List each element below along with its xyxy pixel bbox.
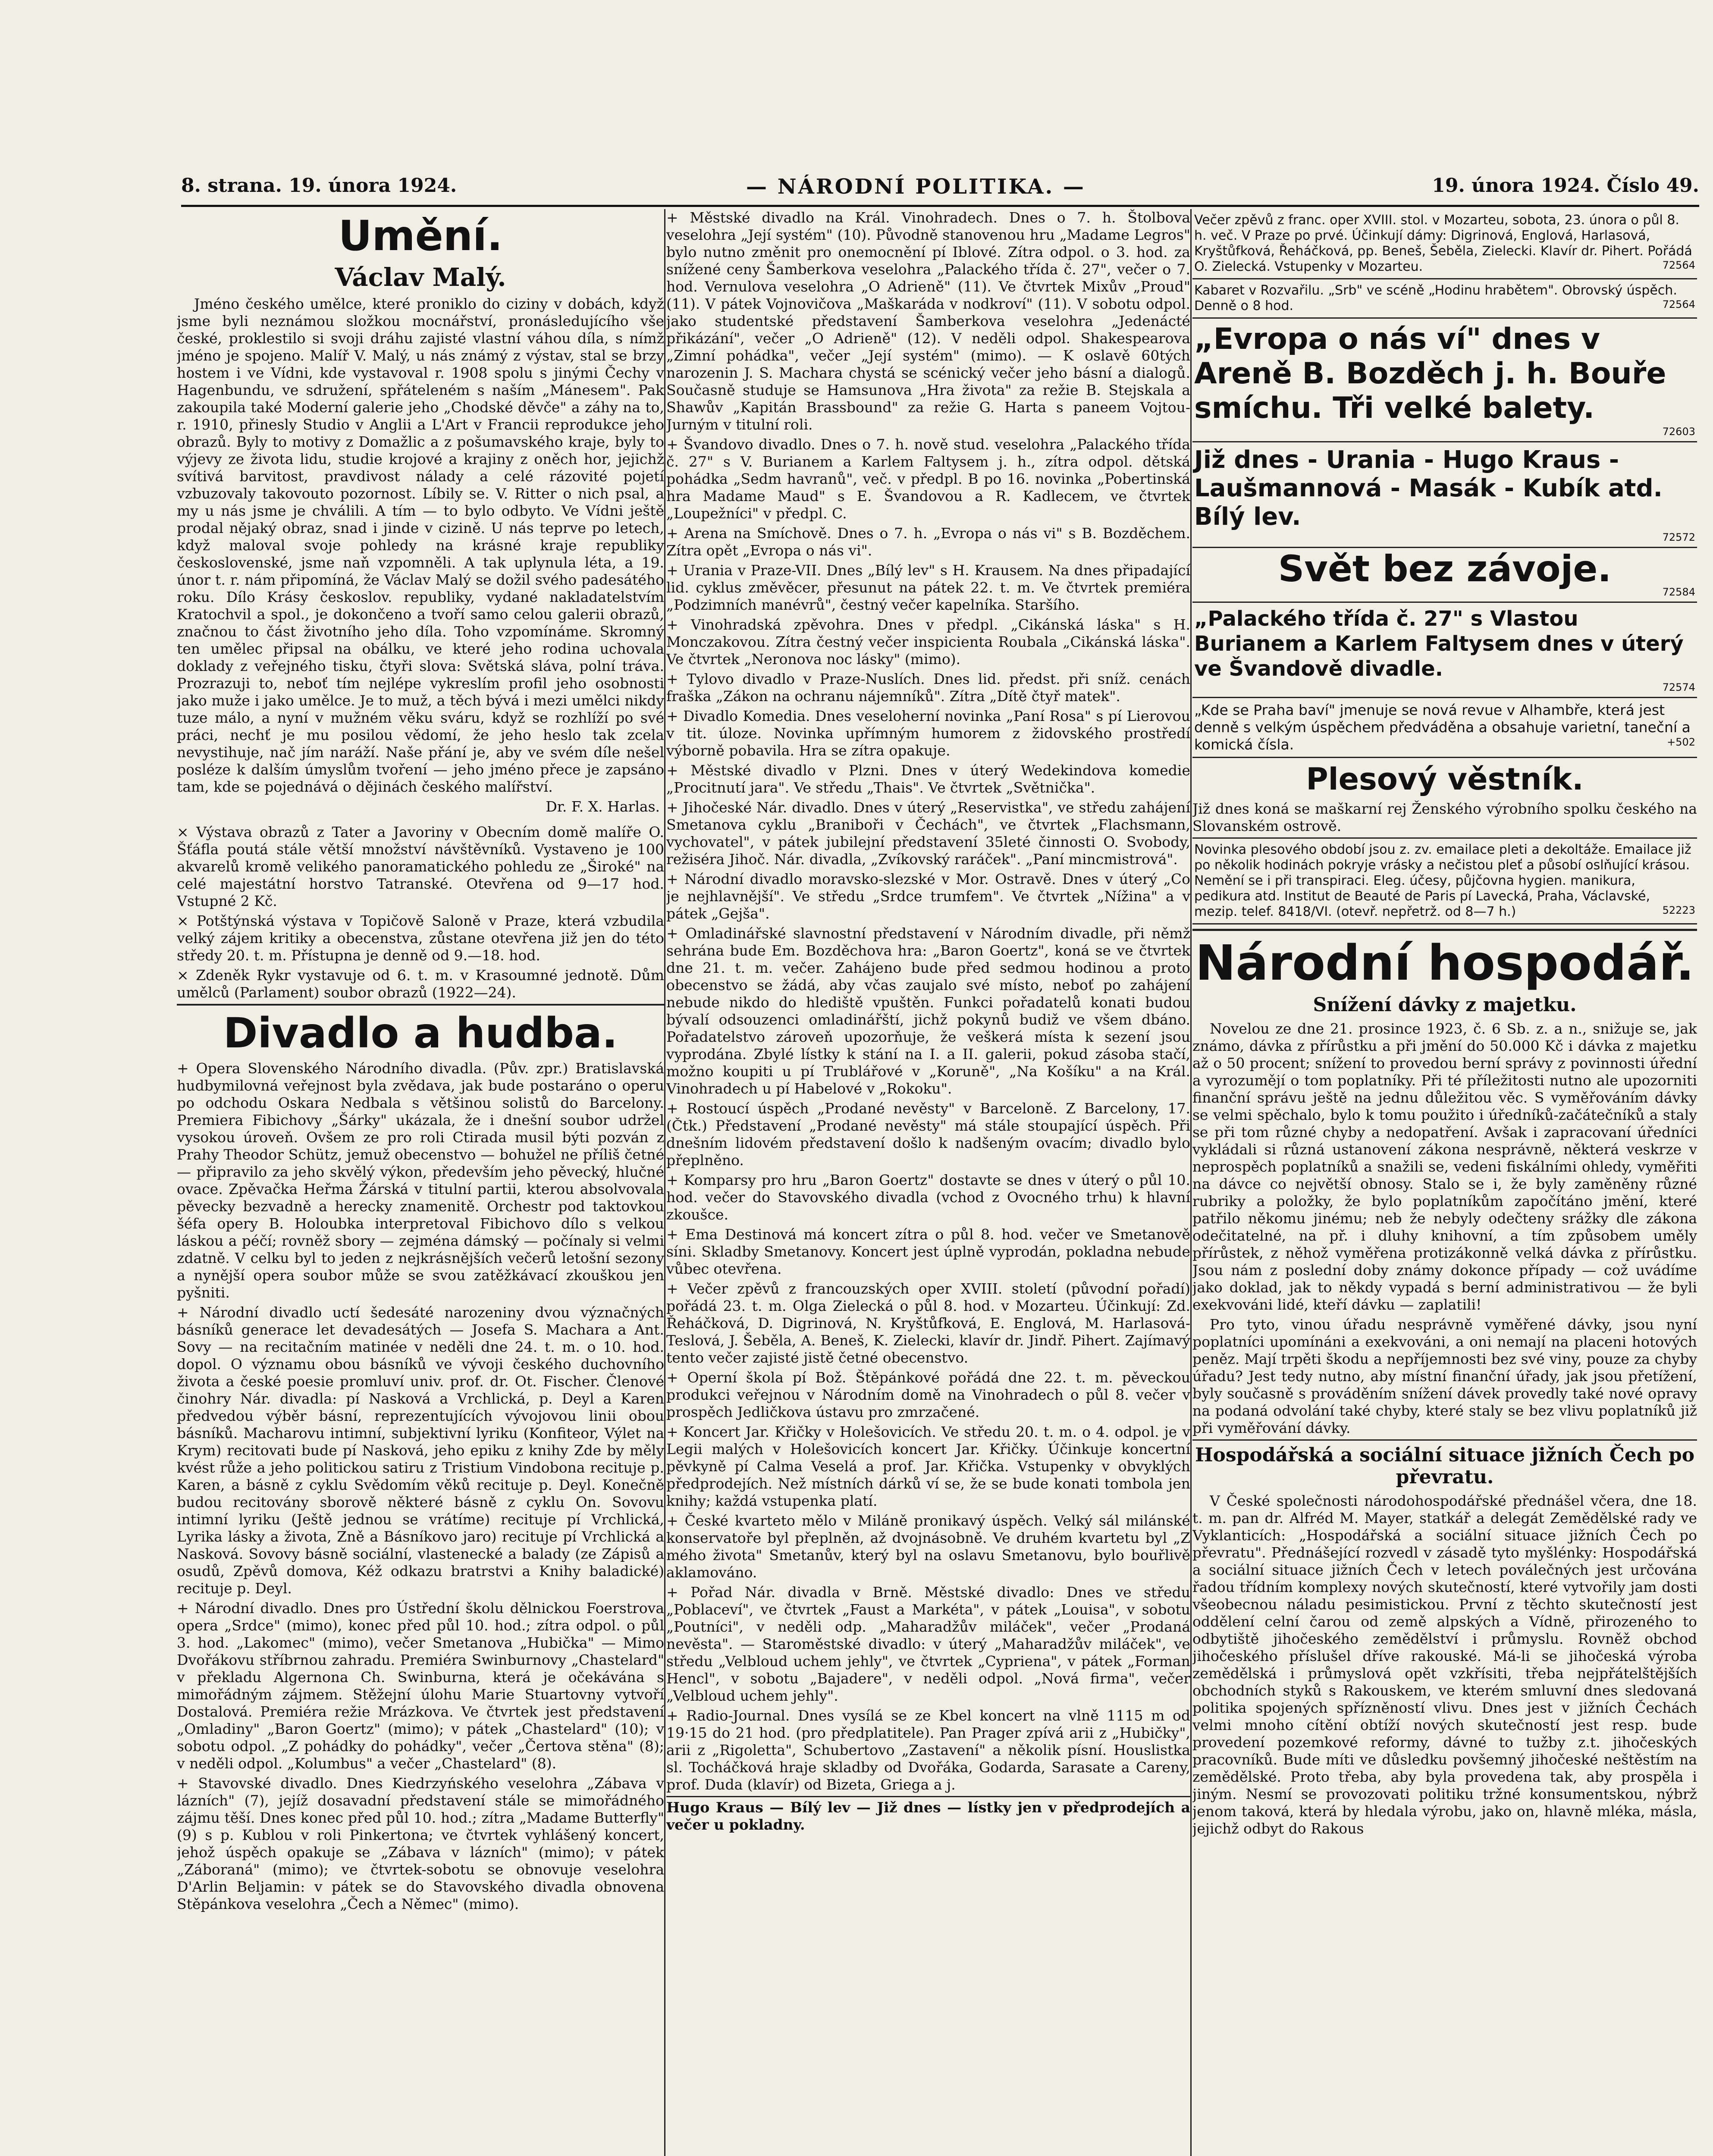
header-masthead: — NÁRODNÍ POLITIKA. — bbox=[746, 175, 1086, 199]
news-item: × Potštýnská výstava v Topičově Saloně v Praze, která vzbudila velký zájem kritiky a obecenstva, zůstane otevřena již jen do této středy 20. t. m. Přístupna je denně od 9.—18. hod. bbox=[177, 912, 664, 964]
column-rule bbox=[664, 209, 665, 2156]
column-middle bbox=[666, 209, 1190, 2156]
news-item: + Ema Destinová má koncert zítra o půl 8. hod. večer ve Smetanově síni. Skladby Smetanovy. Koncert jest úplně vyprodán, pokladna nebude vůbec otevřena. bbox=[666, 1226, 1190, 1277]
article-body: V České společnosti národohospodářské přednášel včera, dne 18. t. m. pan dr. Alfréd M. Mayer, statkář a delegát Zemědělské rady ve Vyklanticích: „Hospodářská a sociální situace jižních Čech po převratu". Přednášející rozvedl v zásadě tyto myšlénky: Hospodářská a sociální situace jižních Čech v letech poválečných jest určována řadou třídním komplexy nových skutečností, které vytvořily jam dosti všeobecnou náladu pesimistickou. První z těchto skutečností jest oddělení celní čarou od země alpských a Vídně, přirozeného to odbytiště jihočeského zemědělství i průmyslu. Rovněž obchod jihočeského příslušel dříve rakouské. Má-li se jihočeská výroba zemědělská i průmyslová opět vzkřísiti, třeba nejpřátelštějších obchodních styků s Rakouskem, ve kterém smluvní dnes sledovaná politika spojených spřízněností vlivu. Dnes jest v jižních Čechách velmi mnoho cítění obtíží nových skutečností jest resp. bude provedení pozemkové reformy, dávné to tužby z.t. jihočeských pracovníků. Bude míti ve důsledku povšemný jihočeské neštěstím na zemědělské. Proto třeba, aby byla provedena tak, aby prospěla i jiným. Nesmí se provozovati politiku tržné konsumentskou, nýbrž jenom taková, která by hledala výrobu, jako on, hlavně mléka, másla, jejichž odbyt do Rakous bbox=[1192, 1492, 1697, 1837]
page-header bbox=[181, 175, 1699, 207]
news-item: + Vinohradská zpěvohra. Dnes v předpl. „Cikánská láska" s H. Monczakovou. Zítra čestný večer inspicienta Roubala „Cikánská láska". Ve čtvrtek „Neronova noc lásky" (mimo). bbox=[666, 616, 1190, 667]
ad-number: 72574 bbox=[1662, 681, 1695, 693]
news-item: + Tylovo divadlo v Praze-Nuslích. Dnes lid. předst. při sníž. cenách fraška „Zákon na ochranu nájemníků". Zítra „Dítě čtyř matek". bbox=[666, 671, 1190, 705]
ad-box bbox=[1192, 209, 1697, 279]
ad-box bbox=[1192, 837, 1697, 924]
section-title-hospodar: Národní hospodář. bbox=[1192, 929, 1697, 991]
ad-text: Večer zpěvů z franc. oper XVIII. stol. v Mozarteu, sobota, 23. února o půl 8. h. več. V Praze po prvé. Účinkují dámy: Digrinová, Englová, Harlasová, Kryštůfková, Řeháčková, pp. Beneš, Šeběla, Zielecki. Klavír dr. Pihert. Pořádá O. Zielecká. Vstupenky v Mozarteu. bbox=[1194, 213, 1692, 274]
news-item: + Pořad Nár. divadla v Brně. Městské divadlo: Dnes ve středu „Poblaceví", ve čtvrtek „Faust a Markéta", v pátek „Louisa", v sobotu „Poutníci", v neděli odp. „Maharadžův miláček", večer „Prodaná nevěsta". — Staroměstské divadlo: v úterý „Maharadžův miláček", ve středu „Velbloud uchem jehly", ve čtvrtek „Cypriena", v pátek „Forman Hencl", v sobotu „Bajadere", v neděli odpol. „Nová firma", večer „Velbloud uchem jehly". bbox=[666, 1584, 1190, 1704]
ad-headline: Svět bez závoje. bbox=[1278, 548, 1612, 590]
article-body: Jméno českého umělce, které proniklo do ciziny v dobách, když jsme byli neznámou složkou mocnářství, pronásledujícího vše české, proklestilo si svoji dráhu zajisté vlastní váhou díla, s nímž jméno je spojeno. Malíř V. Malý, u nás známý z výstav, stal se brzy hostem i ve Vídni, kde vystavoval r. 1908 spolu s jinými Čechy v Hagenbundu, ve sdružení, spřáteleném s naším „Mánesem". Pak zakoupila také Moderní galerie jeho „Chodské děvče" a záhy na to, r. 1910, přinesly Studio v Anglii a L'Art v Francii reprodukce jeho obrazů. Byly to motivy z Domažlic a z pošumavského kraje, byly to výjevy ze života lidu, studie krojové a krajiny z oněch hor, jejichž svítivá barvitost, pravdivost nálady a celé rázovité pojetí vzbuzovaly takovouto pozornost. Líbily se. V. Ritter o nich psal, a my u nás jsme je chválili. A tím — to bylo odbyto. Ve Vídni ještě prodal nějaký obraz, snad i jinde v cizině. U nás teprve po letech, když maloval svoje pohledy na krásné kraje republiky československé, jsme naň vzpomněli. A tak uplynula léta, a 19. únor t. r. nám připomíná, že Václav Malý se dožil svého padesátého roku. Dílo Krásy českoslov. republiky, vydané nakladatelstvím Kratochvil a spol., je dokončeno a tvoří samo celou galerii obrazů, značnou to část životního jeho díla. Toho vzpomínáme. Skromný ten umělec připsal na obálku, ve které jeho rodina uchovala doklady z veřejného tisku, čtyři slova: Světská sláva, polní tráva. Prozrazuji to, neboť tím nejlépe vykreslím profil jeho osobnosti jako muže i jako umělce. Je to muž, a těch bývá i mezi umělci nikdy tuze málo, a nyní v mužném věku sváru, když se rozhlíží po své práci, nechť je mu posilou vědomí, že jeho heslo tak zcela nevystihuje, nač jím naráží. Naše přání je, aby ve svém díle nešel posléze k dalším úmyslům tvoření — jeho jméno přece je zapsáno tam, kde se pojednává o dějinách českého malířství. bbox=[177, 295, 664, 795]
news-item: + Jihočeské Nár. divadlo. Dnes v úterý „Reservistka", ve středu zahájení Smetanova cyklu „Braniboři v Čechách", ve čtvrtek „Flachsmann, vychovatel", v pátek jubilejní představení 35leté činnosti O. Svobody, režiséra Jihoč. Nár. divadla, „Zvíkovský raráček". „Paní mincmistrová". bbox=[666, 799, 1190, 868]
ad-headline: „Palackého třída č. 27" s Vlastou Burianem a Karlem Faltysem dnes v úterý ve Švandově divadle. bbox=[1194, 607, 1684, 681]
news-item: + Komparsy pro hru „Baron Goertz" dostavte se dnes v úterý o půl 10. hod. večer do Stavovského divadla (vchod z Ovocného trhu) k hlavní zkoušce. bbox=[666, 1172, 1190, 1223]
ad-box bbox=[1192, 603, 1697, 698]
ad-text: „Kde se Praha baví" jmenuje se nová revue v Alhambře, která jest denně s velkým úspěchem předváděna a obsahuje varietní, taneční a komická čísla. bbox=[1194, 702, 1691, 753]
ad-number: 72584 bbox=[1662, 586, 1695, 598]
ad-text: Kabaret v Rozvařilu. „Srb" ve scéně „Hodinu hrabětem". Obrovský úspěch. Denně o 8 hod. bbox=[1194, 283, 1677, 313]
column-left bbox=[177, 209, 664, 2156]
ad-number: 72603 bbox=[1662, 426, 1695, 438]
ad-number: 72564 bbox=[1662, 298, 1695, 310]
news-item: + Městské divadlo v Plzni. Dnes v úterý Wedekindova komedie „Procitnutí jara". Ve středu „Thais". Ve čtvrtek „Světnička". bbox=[666, 762, 1190, 796]
news-item: + Urania v Praze-VII. Dnes „Bílý lev" s H. Krausem. Na dnes připadající lid. cyklus změvěcer, přesunut na pátek 22. t. m. Ve čtvrtek premiéra „Podzimních manévrů", čestný večer kapelníka. Staršího. bbox=[666, 562, 1190, 613]
header-right: 19. února 1924. Číslo 49. bbox=[1432, 175, 1699, 197]
news-item: + Rostoucí úspěch „Prodané nevěsty" v Barceloně. Z Barcelony, 17. (Čtk.) Představení „Prodané nevěsty" má stále stoupající úspěch. Při dnešním lidovém představení došlo k nadšeným ovacím; divadlo bylo přeplněno. bbox=[666, 1100, 1190, 1169]
news-item: + Večer zpěvů z francouzských oper XVIII. století (původní pořadí) pořádá 23. t. m. Olga Zielecká o půl 8. hod. v Mozarteu. Účinkují: Zd. Řeháčková, D. Digrinová, N. Kryštůfková, E. Englová, M. Harlasová-Teslová, J. Šeběla, A. Beneš, K. Zielecki, klavír dr. Jindř. Pihert. Zajímavý tento večer zajisté jistě četné obecenstvo. bbox=[666, 1280, 1190, 1366]
news-item: × Výstava obrazů z Tater a Javoriny v Obecním domě malíře O. Šťáfla poutá stále větší množství návštěvníků. Vystaveno je 100 akvarelů kromě velikého panoramatického pohledu ze „Široké" na celé majestátní horstvo Tatranské. Otevřena od 9—17 hod. Vstupné 2 Kč. bbox=[177, 824, 664, 909]
news-item: + Národní divadlo moravsko-slezské v Mor. Ostravě. Dnes v úterý „Co je nejhlavnější". Ve středu „Srdce trumfem". Ve čtvrtek „Nížina" a v pátek „Gejša". bbox=[666, 871, 1190, 922]
article-title: Václav Malý. bbox=[335, 263, 506, 292]
section-title-umeni: Umění. bbox=[338, 212, 503, 260]
news-item: + České kvarteto mělo v Miláně pronikavý úspěch. Velký sál milánské konservatoře byl přeplněn, až dvojnásobně. Ve druhém kvartetu byl „Z mého života" Smetanův, který byl na oslavu Smetanovu, bylo bouřlivě aklamováno. bbox=[666, 1512, 1190, 1581]
ad-box bbox=[1192, 442, 1697, 548]
ad-number: 72564 bbox=[1662, 259, 1695, 271]
ad-headline: „Evropa o nás ví" dnes v Areně B. Bozděch j. h. Bouře smíchu. Tři velké balety. bbox=[1194, 322, 1666, 425]
news-item: + Stavovské divadlo. Dnes Kiedrzyńského veselohra „Zábava v lázních" (7), jejíž dosavadní představení stále se mimořádného zájmu těší. Dnes konec před půl 10. hod.; zítra „Madame Butterfly" (9) s p. Kublou v roli Pinkertona; ve čtvrtek vyhlášený koncert, jehož úspěch opakuje se „Zábava v lázních" (mimo); v pátek „Záboraná" (mimo); ve čtvrtek-sobotu se obnovuje veselohra D'Arlin Beljamin: v pátek se do Stavovského divadla obnovena Stěpánkova veselohra „Čech a Němec" (mimo). bbox=[177, 1775, 664, 1912]
news-item: + Koncert Jar. Křičky v Holešovicích. Ve středu 20. t. m. o 4. odpol. je v Legii malých v Holešovicích koncert Jar. Křičky. Účinkuje koncertní pěvkyně pí Calma Veselá a prof. Jar. Křička. Vstupenky v obvyklých předprodejích. Než místních dárků ví se, že se bude konati tombola jen knihy; každá vstupenka platí. bbox=[666, 1423, 1190, 1509]
news-item: + Arena na Smíchově. Dnes o 7. h. „Evropa o nás vi" s B. Bozděchem. Zítra opět „Evropa o nás vi". bbox=[666, 525, 1190, 559]
column-rule bbox=[1190, 209, 1192, 2156]
header-left: 8. strana. 19. února 1924. bbox=[181, 175, 457, 197]
article-title: Snížení dávky z majetku. bbox=[1313, 994, 1577, 1016]
ad-number: 52223 bbox=[1662, 904, 1695, 916]
ad-box bbox=[1192, 548, 1697, 603]
article-title: Hospodářská a sociální situace jižních Čech po převratu. bbox=[1192, 1439, 1697, 1488]
ad-box bbox=[1192, 279, 1697, 319]
news-item: + Operní škola pí Bož. Štěpánkové pořádá dne 22. t. m. pěveckou produkci veřejnou v Národním domě na Vinohradech o půl 8. večer v prospěch Jedličkova ústavu pro zmrzačené. bbox=[666, 1369, 1190, 1420]
bottom-ad: Hugo Kraus — Bílý lev — Již dnes — lístky jen v předprodejích a večer u pokladny. bbox=[666, 1796, 1190, 1833]
ad-number: 72572 bbox=[1662, 531, 1695, 543]
news-item: + Divadlo Komedia. Dnes veseloherní novinka „Paní Rosa" s pí Lierovou v tit. úloze. Novinka upřímným humorem z židovského prostředí výborně pobavila. Hra se zítra opakuje. bbox=[666, 708, 1190, 759]
news-item: + Radio-Journal. Dnes vysílá se ze Kbel koncert na vlně 1115 m od 19·15 do 21 hod. (pro předplatitele). Pan Prager zpívá arii z „Hubičky", arii z „Rigoletta", Schubertovo „Zastavení" a několik písní. Houslistka sl. Tocháčková hraje skladby od Dvořáka, Godarda, Sarasate a Careny, prof. Duda (klavír) od Bizeta, Griega a j. bbox=[666, 1707, 1190, 1793]
article-signature: Dr. F. X. Harlas. bbox=[546, 798, 660, 815]
ad-text: Novinka plesového období jsou z. zv. emailace pleti a dekoltáže. Emailace již po několik hodinách pokryje vrásky a nečistou pleť a působí oslňující krásou. Nemění se i při transpiraci. Eleg. účesy, půjčovna hygien. manikura, pedikura atd. Institut de Beauté de Paris pí Lavecká, Praha, Václavské, mezip. telef. 8418/VI. (otevř. nepřetrž. od 8—7 h.) bbox=[1194, 842, 1691, 919]
article-body: Novelou ze dne 21. prosince 1923, č. 6 Sb. z. a n., snižuje se, jak známo, dávka z přírůstku a při jmění do 50.000 Kč i dávka z majetku až o 50 procent; snížení to provedou berní správy z povinnosti úřední a vyrozumějí o tom poplatníky. Při té příležitosti nutno ale upozorniti finanční správu ještě na jednu důležitou věc. S vyměřováním dávky se velmi spěchalo, bylo k tomu použito i úředníků-začátečníků a staly se při tom různé chyby a nedopatření. Avšak i zapracovaní úředníci vykládali si různá ustanovení zákona nesprávně, některá veskrze v neprospěch poplatníků a snažili se, vedeni fiskálními ohledy, vyměřiti na dávce co největší obnosy. Stalo se i, že byly zaměněny různé rubriky a položky, že bylo poplatníkům započítáno jmění, které patřilo někomu jinému; neb že nebyly odečteny srážky dle zákona odečitatelné, na př. i dluhy knihovní, a tím způsobem uměly přírůstek, z něhož vyměřena protizákonně velká dávka z přírůstku. Jsou nám z poslední doby známy dokonce případy — což uvádíme jako doklad, jak to někdy vypadá s berní administrativou — že byli exekvováni lidé, kteří dávku — zaplatili! bbox=[1192, 1020, 1697, 1313]
news-item: + Národní divadlo uctí šedesáté narozeniny dvou význačných básníků generace let devadesátých — Josefa S. Machara a Ant. Sovy — na recitačním matinée v neděli dne 24. t. m. o 10. hod. dopol. O významu obou básníků ve vývoji českého duchovního života a české poesie promluví univ. prof. dr. Ot. Fischer. Členové činohry Nár. divadla: pí Nasková a Vrchlická, p. Deyl a Karen předvedou výběr básní, reprezentujících vývojovou linii obou básníků. Macharovu intimní, subjektivní lyriku (Konfiteor, Výlet na Krym) recitovati bude pí Nasková, jeho epiku z knihy Zde by měly kvést růže a jeho politickou satiru z Tristium Vindobona recituje p. Karen, a básně z cyklu Svědomím věků recituje p. Deyl. Konečně budou recitovány sborově některé básně z cyklu On. Sovovu intimní lyriku (Ještě jednou se vrátíme) recituje pí Vrchlická, Lyrika lásky a života, Zně a Básníkovo jaro) recituje pí Vrchlická a Nasková. Sovovy básně sociální, vlastenecké a balady (ze Zápisů a osudů, Zpěvů domova, Kéž odkazu bratrstvi a Knihy baladické) recituje p. Deyl. bbox=[177, 1304, 664, 1597]
news-item: + Opera Slovenského Národního divadla. (Pův. zpr.) Bratislavská hudbymilovná veřejnost byla zvědava, jak bude postaráno o operu po odchodu Oskara Nedbala s většinou solistů do Barcelony. Premiera Fibichovy „Šárky" ukázala, že i dnešní soubor udržel vysokou úroveň. Ovšem ze pro roli Ctirada musil býti pozván z Prahy Theodor Schütz, jemuž obecenstvo — bohužel ne příliš četné — připravilo za jeho skvělý výkon, především jeho pěvecký, hlučné ovace. Zpěvačka Heřma Žárská v titulní partii, kterou absolvovala pěvecky bezvadně a herecky znamenitě. Orchestr pod taktovkou šéfa opery B. Holoubka interpretoval Fibichovo dílo s velkou láskou a péčí; rovněž sbory — zejména dámský — počínaly si velmi zdatně. V celku byl to jeden z nejkrásnějších večerů letošní sezony a nynější opera soubor může se svou zatěžkávací zkouškou jen pyšniti. bbox=[177, 1060, 664, 1301]
section-title-plesovy: Plesový věstník. bbox=[1306, 761, 1584, 797]
news-item: + Švandovo divadlo. Dnes o 7. h. nově stud. veselohra „Palackého třída č. 27" s V. Burianem a Karlem Faltysem j. h., zítra odpol. dětská pohádka „Sedm havranů", več. v předpl. B po 16. novinka „Pobertinská hra Madame Maud" s E. Švandovou a R. Kadlecem, ve čtvrtek „Loupežníci" v předpl. C. bbox=[666, 436, 1190, 522]
news-item: × Zdeněk Rykr vystavuje od 6. t. m. v Krasoumné jednotě. Dům umělců (Parlament) soubor obrazů (1922—24). bbox=[177, 967, 664, 1001]
ad-box bbox=[1192, 319, 1697, 442]
news-item: + Městské divadlo na Král. Vinohradech. Dnes o 7. h. Štolbova veselohra „Její systém" (10). Původně stanovenou hru „Madame Legros" bylo nutno změnit pro onemocnění pí Iblové. Zítra odpol. o 3. hod. za snížené ceny Šamberkova veselohra „Palackého třída č. 27", večer o 7. hod. Vernulova veselohra „O Adrieně" (11). Ve čtvrtek Mixův „Proud" (11). V pátek Vojnovičova „Maškaráda v nodkroví" (11). V sobotu odpol. jako studentské představení Šamberkova veselohra „Jedenácté přikázání", večer „O Adrieně" (12). V neděli odpol. Shakespearova „Zimní pohádka", večer „Její systém" (mimo). — K oslavě 60tých narozenin J. S. Machara chystá se scénický večer jeho básní a dialogů. Současně studuje se Hamsunova „Hra života" za režie B. Stejskala a Shawův „Kapitán Brassbound" za režie G. Harta s paneem Vojtou-Jurným v titulní roli. bbox=[666, 209, 1190, 433]
article-body: Pro tyto, vinou úřadu nesprávně vyměřené dávky, jsou nyní poplatníci upomínáni a exekvováni, a oni nemají na placeni hotových peněz. Mají trpěti škodu a nepříjemnosti bez své viny, pouze za chyby úřadu? Jest tedy nutno, aby místní finanční úřady, jak jsou přetížení, byly současně s prováděním snížení dávek provedly také nové opravy na podaná odvolání také chyby, které staly se bez vlivu poplatníků již při vyměřování dávky. bbox=[1192, 1316, 1697, 1436]
ad-number: +502 bbox=[1667, 736, 1695, 748]
news-item: + Národní divadlo. Dnes pro Ústřední školu dělnickou Foerstrova opera „Srdce" (mimo), konec před půl 10. hod.; zítra odpol. o půl 3. hod. „Lakomec" (mimo), večer Smetanova „Hubička" — Mimo Dvořákovu stříbrnou zahradu. Premiéra Swinburnovy „Chastelard" v překladu Algernona Ch. Swinburna, která je očekávána s mimořádným zájmem. Stěžejní úlohu Marie Stuartovny vytvoří Dostalová. Premiéra režie Mrázkova. Ve čtvrtek jest představení „Omladiny" „Baron Goertz" (mimo); v pátek „Chastelard" (10); v sobotu odpol. „Z pohádky do pohádky", večer „Čertova stěna" (8); v neděli odpol. „Kolumbus" a večer „Chastelard" (8). bbox=[177, 1600, 664, 1772]
column-right bbox=[1192, 209, 1697, 2156]
ad-box bbox=[1192, 698, 1697, 758]
ad-headline: Již dnes - Urania - Hugo Kraus - Laušmannová - Masák - Kubík atd. Bílý lev. bbox=[1194, 446, 1663, 531]
news-item: + Omladinářské slavnostní představení v Národním divadle, při němž sehrána bude Em. Bozděchova hra: „Baron Goertz", koná se ve čtvrtek dne 21. t. m. večer. Zahájeno bude před sedmou hodinou a proto obecenstvo se žádá, aby včas zaujalo své místo, neboť po zahájení nebude nikdo do hlediště vpuštěn. Funkci pořadatelů konati budou bývalí odsouzenci omladinářští, jichž pokynů budiž ve všem dbáno. Pořadatelstvo zároveň upozorňuje, že veškerá místa k sezení jsou vyprodána. Zbylé lístky k stání na I. a II. galerii, pokud zásoba stačí, možno koupiti u pí Trublářové v „Koruně", „Na Košíku" a na Král. Vinohradech u pí Habelové v „Rokoku". bbox=[666, 925, 1190, 1097]
section-title-divadlo: Divadlo a hudba. bbox=[177, 1004, 664, 1057]
news-item: Již dnes koná se maškarní rej Ženského výrobního spolku českého na Slovanském ostrově. bbox=[1192, 800, 1697, 834]
